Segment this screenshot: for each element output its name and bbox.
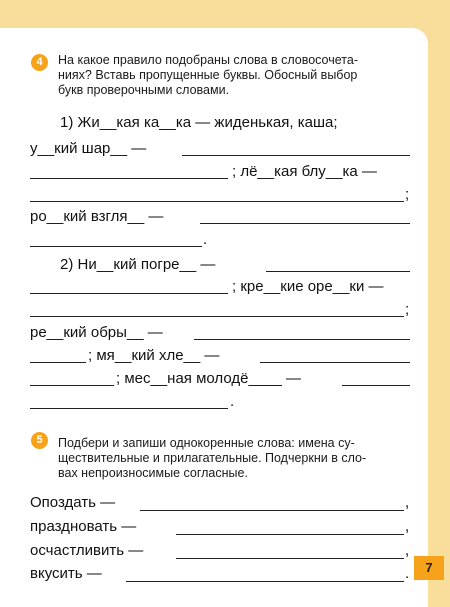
answer-line[interactable] — [30, 385, 114, 386]
exercise-2-row-6-end: . — [230, 393, 235, 410]
answer-line[interactable] — [30, 178, 228, 179]
answer-line[interactable] — [200, 223, 410, 224]
task-5-instruction-line-3: вах непроизносимые согласные. — [58, 466, 248, 480]
task-4-instruction-line-1: На какое правило подобраны слова в словосочета- — [58, 53, 358, 67]
task-5-number-badge: 5 — [31, 432, 48, 449]
answer-line[interactable] — [30, 316, 404, 317]
answer-line[interactable] — [342, 385, 410, 386]
task-4-instruction-line-3: букв проверочными словами. — [58, 83, 230, 97]
page-number: 7 — [414, 556, 444, 580]
word-vkusit-end: . — [405, 565, 410, 582]
task-5-instruction-line-1: Подбери и запиши однокоренные слова: имена су- — [58, 436, 355, 450]
exercise-1-row-3-end: ; — [405, 186, 410, 203]
task-4-instruction-line-2: ниях? Вставь пропущенные буквы. Обосный выбор — [58, 68, 358, 82]
exercise-1-row-1: 1) Жи__кая ка__ка — жиденькая, каша; — [60, 114, 338, 131]
answer-line[interactable] — [30, 408, 228, 409]
word-oschastlivit-end: , — [405, 542, 410, 559]
word-vkusit-label: вкусить — — [30, 565, 102, 582]
answer-line[interactable] — [30, 293, 228, 294]
answer-line[interactable] — [140, 510, 404, 511]
answer-line[interactable] — [30, 362, 86, 363]
word-prazdnovat-end: , — [405, 518, 410, 535]
answer-line[interactable] — [176, 558, 404, 559]
exercise-1-row-2: у__кий шар__ — — [30, 140, 147, 157]
answer-line[interactable] — [182, 155, 410, 156]
exercise-1-row-4: ро__кий взгля__ — — [30, 208, 164, 225]
word-opozdat-label: Опоздать — — [30, 494, 116, 511]
exercise-1-row-3: ; лё__кая блу__ка — — [232, 163, 377, 180]
word-oschastlivit-label: осчастливить — — [30, 542, 144, 559]
exercise-1-row-5-end: . — [203, 231, 208, 248]
answer-line[interactable] — [266, 271, 410, 272]
task-5-instruction-line-2: ществительные и прилагательные. Подчеркни в сло- — [58, 451, 367, 465]
task-4-number-badge: 4 — [31, 54, 48, 71]
word-opozdat-end: , — [405, 494, 410, 511]
answer-line[interactable] — [176, 534, 404, 535]
exercise-2-row-3: ре__кий обры__ — — [30, 324, 163, 341]
answer-line[interactable] — [30, 246, 202, 247]
exercise-2-row-2: ; кре__кие оре__ки — — [232, 278, 384, 295]
answer-line[interactable] — [194, 339, 410, 340]
word-prazdnovat-label: праздновать — — [30, 518, 137, 535]
answer-line[interactable] — [260, 362, 410, 363]
exercise-2-row-2-end: ; — [405, 301, 410, 318]
answer-line[interactable] — [30, 201, 404, 202]
exercise-2-row-4: ; мя__кий хле__ — — [88, 347, 220, 364]
exercise-2-row-1: 2) Ни__кий погре__ — — [60, 256, 216, 273]
exercise-2-row-5: ; мес__ная молодё____ — — [116, 370, 301, 387]
answer-line[interactable] — [126, 581, 404, 582]
